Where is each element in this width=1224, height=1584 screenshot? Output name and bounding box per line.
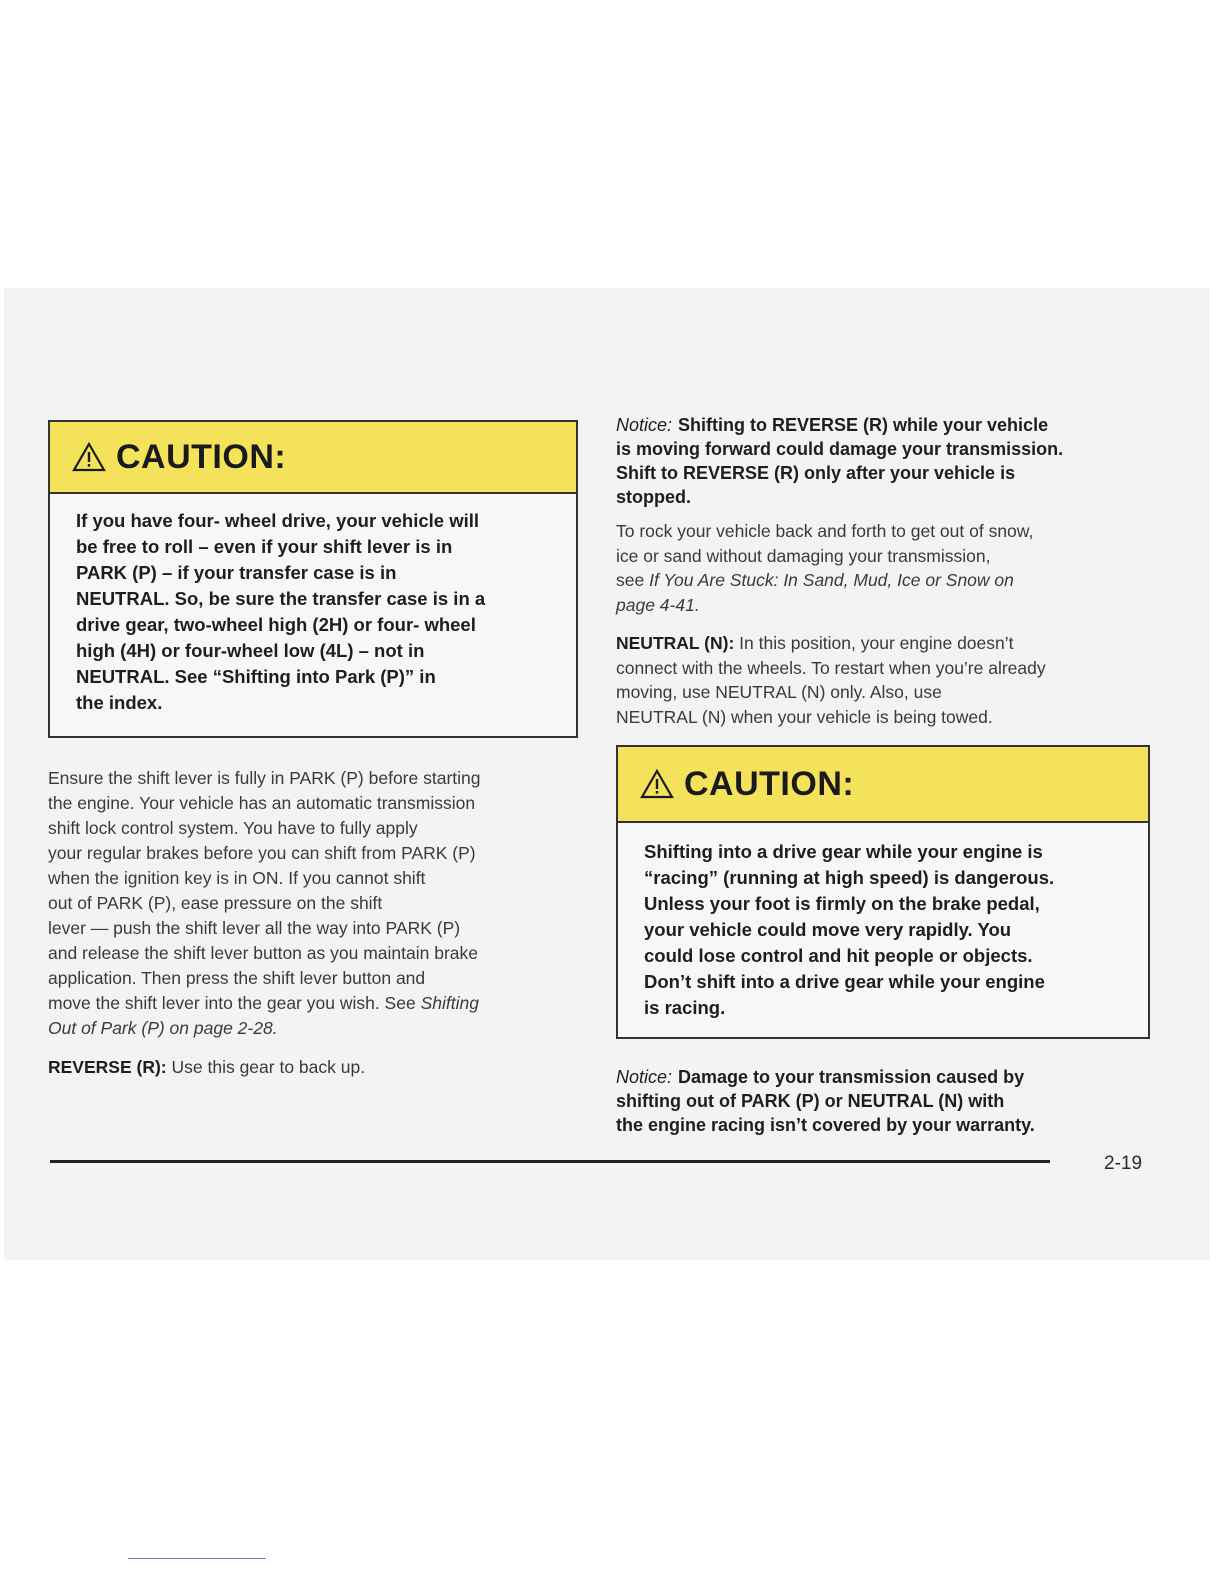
paragraph-line: To rock your vehicle back and forth to get out of snow, xyxy=(616,521,1034,541)
paragraph-line: the engine. Your vehicle has an automatic transmission xyxy=(48,793,476,813)
notice-text: Shifting to REVERSE (R) while your vehicle xyxy=(678,415,1049,435)
paragraph-line: lever — push the shift lever all the way into PARK (P) xyxy=(48,918,461,938)
cross-reference-link[interactable]: Shifting xyxy=(420,993,479,1013)
caution-line: NEUTRAL. So, be sure the transfer case is in a xyxy=(76,588,486,609)
caution-line: If you have four- wheel drive, your vehicle will xyxy=(76,510,479,531)
paragraph-line xyxy=(48,991,578,1016)
left-column xyxy=(48,420,578,1080)
paragraph-line: shift lock control system. You have to fully apply xyxy=(48,818,418,838)
page-number: 2-19 xyxy=(1104,1153,1143,1174)
park-paragraph xyxy=(48,766,578,1041)
caution-line: be free to roll – even if your shift lever is in xyxy=(76,536,453,557)
caution-line: Don’t shift into a drive gear while your engine xyxy=(644,971,1045,992)
paragraph-line: connect with the wheels. To restart when you’re already xyxy=(616,657,1046,678)
caution-box-racing-engine xyxy=(616,745,1150,1039)
reverse-text: Use this gear to back up. xyxy=(171,1057,366,1077)
notice-line: shifting out of PARK (P) or NEUTRAL (N) with xyxy=(616,1091,1005,1111)
paragraph-line xyxy=(616,568,1150,593)
notice-line: is moving forward could damage your transmission. xyxy=(616,439,1064,459)
paragraph-line: moving, use NEUTRAL (N) only. Also, use xyxy=(616,682,942,702)
warning-triangle-icon xyxy=(72,442,106,472)
caution-header xyxy=(50,422,576,494)
caution-text xyxy=(618,823,1148,1039)
paragraph-line: Ensure the shift lever is fully in PARK (P) before starting xyxy=(48,768,481,788)
cross-reference-link[interactable]: Out of Park (P) on page 2-28. xyxy=(48,1018,278,1038)
neutral-paragraph xyxy=(616,631,1150,729)
caution-line: drive gear, two-wheel high (2H) or four- wheel xyxy=(76,614,476,635)
caution-line: is racing. xyxy=(644,997,726,1018)
notice-text: Damage to your transmission caused by xyxy=(678,1067,1025,1087)
caution-title: CAUTION: xyxy=(684,764,855,803)
notice-line: Shift to REVERSE (R) only after your vehicle is xyxy=(616,463,1016,483)
caution-line: Shifting into a drive gear while your engine is xyxy=(644,841,1043,862)
neutral-label: NEUTRAL (N): xyxy=(616,633,735,653)
footer-rule xyxy=(50,1160,1050,1163)
right-column xyxy=(616,413,1150,1137)
paragraph-line: application. Then press the shift lever button and xyxy=(48,968,426,988)
notice-line xyxy=(616,1065,1150,1089)
paragraph-line: out of PARK (P), ease pressure on the shift xyxy=(48,893,383,913)
notice-line xyxy=(616,413,1150,437)
cross-reference-link[interactable]: page 4-41. xyxy=(616,594,700,615)
notice-line: stopped. xyxy=(616,487,691,507)
paragraph-line: NEUTRAL (N) when your vehicle is being towed. xyxy=(616,706,993,727)
paragraph-text: In this position, your engine doesn’t xyxy=(739,633,1014,653)
warning-triangle-icon xyxy=(640,769,674,799)
caution-title: CAUTION: xyxy=(116,437,287,476)
caution-box-four-wheel-drive xyxy=(48,420,578,738)
caution-header xyxy=(618,747,1148,823)
caution-line: the index. xyxy=(76,692,163,713)
paragraph-line: ice or sand without damaging your transmission, xyxy=(616,545,991,566)
caution-line: Unless your foot is firmly on the brake pedal, xyxy=(644,893,1040,914)
notice-label: Notice: xyxy=(616,1067,673,1087)
notice-label: Notice: xyxy=(616,415,673,435)
footer-divider xyxy=(128,1558,266,1559)
caution-line: PARK (P) – if your transfer case is in xyxy=(76,562,397,583)
notice-line: the engine racing isn’t covered by your warranty. xyxy=(616,1115,1035,1135)
caution-line: high (4H) or four-wheel low (4L) – not in xyxy=(76,640,425,661)
caution-line: NEUTRAL. See “Shifting into Park (P)” in xyxy=(76,666,436,687)
caution-line: your vehicle could move very rapidly. You xyxy=(644,919,1012,940)
paragraph-text: see xyxy=(616,570,650,590)
caution-line: “racing” (running at high speed) is dangerous. xyxy=(644,867,1055,888)
reverse-paragraph xyxy=(48,1055,578,1080)
notice-reverse xyxy=(616,413,1150,509)
paragraph-line xyxy=(616,631,1150,656)
caution-text xyxy=(50,494,576,734)
notice-warranty xyxy=(616,1065,1150,1137)
paragraph-text: move the shift lever into the gear you wish. See xyxy=(48,993,421,1013)
caution-line: could lose control and hit people or objects. xyxy=(644,945,1033,966)
paragraph-line: your regular brakes before you can shift from PARK (P) xyxy=(48,843,476,863)
rock-paragraph xyxy=(616,519,1150,617)
paragraph-line: when the ignition key is in ON. If you cannot shift xyxy=(48,868,426,888)
reverse-label: REVERSE (R): xyxy=(48,1057,167,1077)
cross-reference-link[interactable]: If You Are Stuck: In Sand, Mud, Ice or Snow on xyxy=(649,570,1014,590)
paragraph-line: and release the shift lever button as you maintain brake xyxy=(48,943,478,963)
